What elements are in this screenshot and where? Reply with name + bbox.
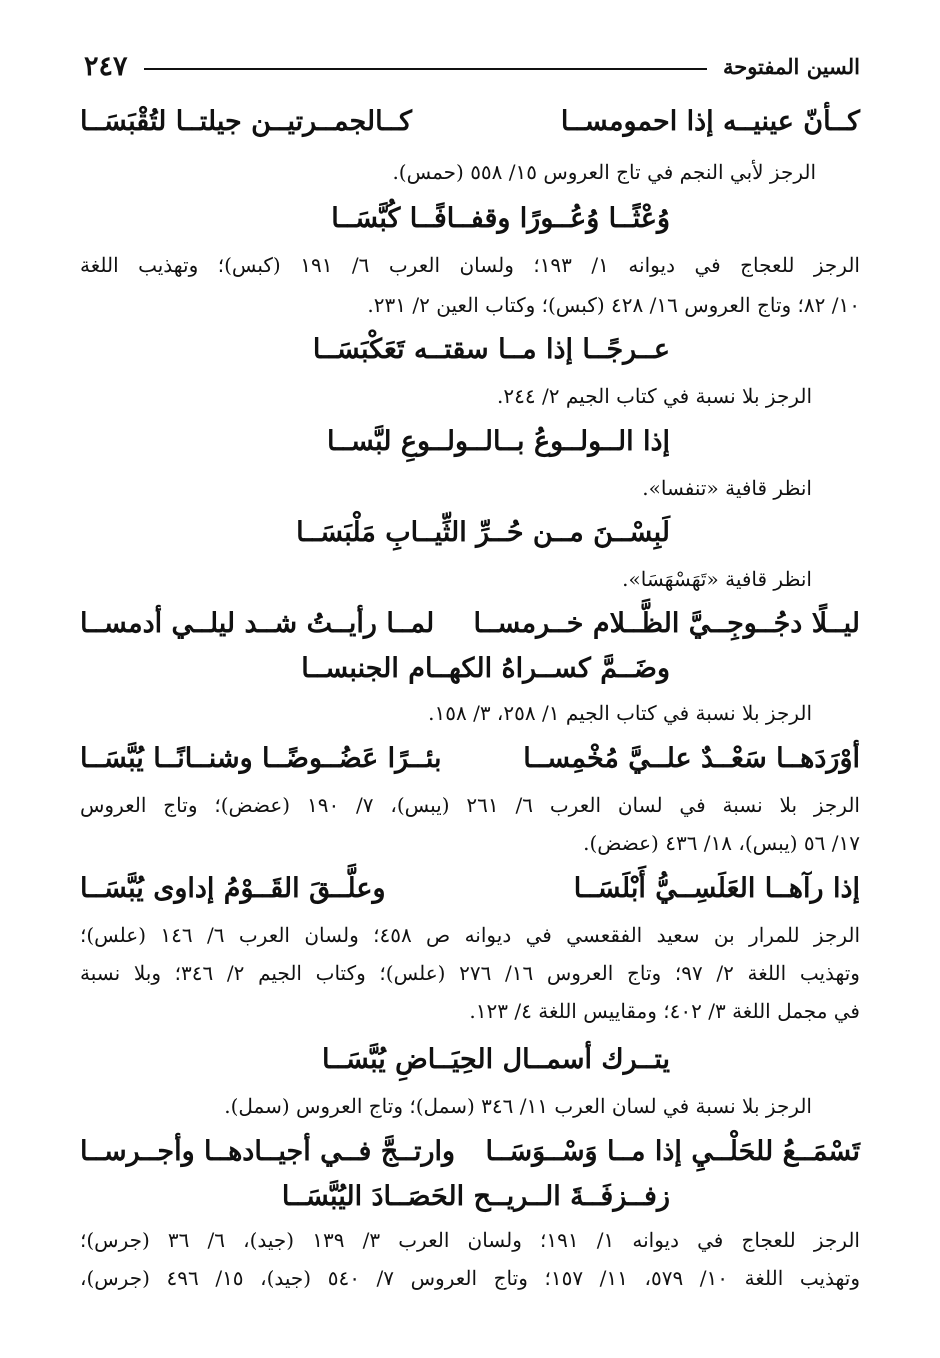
page-header (84, 44, 860, 88)
note-line: الرجز بلا نسبة في لسان العرب ٦/ ٢٦١ (يبس)، ٧/ ١٩٠ (عضض)؛ وتاج العروس (80, 793, 860, 817)
note-line: ١٧/ ٥٦ (يبس)، ١٨/ ٤٣٦ (عضض). (583, 831, 860, 855)
hemistich-left: كــالجمــرتيــن جيلتــا لتُقْبَسَــا (80, 106, 413, 137)
hemistich-right: كــأنّ عينيــه إذا احمومســا (560, 106, 860, 137)
verse-line (80, 745, 860, 772)
note-line: في مجمل اللغة ٣/ ٤٠٢؛ ومقاييس اللغة ٤/ ١٢٣. (469, 999, 860, 1023)
verse-line (80, 875, 860, 902)
verse-line: عــرجًــا إذا مــا سقتــه تَعَكْبَسَــا (312, 334, 670, 365)
verse-line (80, 1138, 860, 1165)
note-line: الرجز بلا نسبة في لسان العرب ١١/ ٣٤٦ (سمل)؛ وتاج العروس (سمل). (224, 1094, 812, 1118)
verse-line: إذا الــولــوعُ بــالــولــوعِ لبَّســا (327, 426, 670, 457)
verse-line: زفــزفَــةَ الــريــح الحَصَــادَ اليُبَّسَــا (281, 1181, 670, 1212)
verse-line (80, 108, 860, 135)
verse-line: وُعْثًــا وُعُــورًا وقفــافًــا كُبَّسَــا (331, 203, 670, 234)
hemistich-right: ليــلًا دجُــوجِــيَّ الظَّــلام خــرمســا (473, 608, 860, 639)
hemistich-right: تَسْمَــعُ للحَلْــيِ إذا مــا وَسْــوَسَــا (485, 1136, 860, 1167)
note-line: الرجز بلا نسبة في كتاب الجيم ١/ ٢٥٨، ٣/ ١٥٨. (428, 701, 812, 725)
note-line: الرجز للمرار بن سعيد الفقعسي في ديوانه ص ٤٥٨؛ ولسان العرب ٦/ ١٤٦ (علس)؛ (80, 923, 861, 947)
hemistich-left: وعلَّــقَ القَــوْمُ إداوى يُبَّسَــا (80, 873, 386, 904)
verse-line: يتــرك أسمــال الحِيَــاضِ يُبَّسَــا (321, 1044, 670, 1075)
note-line: الرجز بلا نسبة في كتاب الجيم ٢/ ٢٤٤. (497, 384, 812, 408)
note-line: انظر قافية «تنفسا». (642, 476, 812, 500)
hemistich-left: لمــا رأيــتُ شــد ليلــي أدمســا (80, 608, 435, 639)
verse-line: وضَــمَّ كســراهُ الكهــام الجنبســا (301, 653, 670, 684)
hemistich-right: إذا رآهــا العَلَسِــيُّ أَبْلَسَــا (573, 873, 860, 904)
note-line: ١٠/ ٨٢؛ وتاج العروس ١٦/ ٤٢٨ (كبس)؛ وكتاب العين ٢/ ٢٣١. (367, 293, 860, 317)
verse-line: لَبِسْــنَ مــن حُــرِّ الثِّيــابِ مَلْبَسَــا (296, 517, 670, 548)
section-title: السين المفتوحة (722, 53, 860, 79)
note-line: الرجز للعجاج في ديوانه ١/ ١٩١؛ ولسان العرب ٣/ ١٣٩ (جيد)، ٦/ ٣٦ (جرس)؛ (80, 1228, 860, 1252)
note-line: انظر قافية «تَهَسْهَسَا». (622, 567, 812, 591)
header-rule (144, 68, 707, 70)
note-line: الرجز للعجاج في ديوانه ١/ ١٩٣؛ ولسان العرب ٦/ ١٩١ (كبس)؛ وتهذيب اللغة (80, 253, 860, 277)
note-line: الرجز لأبي النجم في تاج العروس ١٥/ ٥٥٨ (حمس). (392, 160, 816, 184)
note-line: وتهذيب اللغة ٢/ ٩٧؛ وتاج العروس ١٦/ ٢٧٦ (علس)؛ وكتاب الجيم ٢/ ٣٤٦؛ وبلا نسبة (80, 961, 860, 985)
verse-line (80, 610, 860, 637)
hemistich-right: أوْرَدَهــا سَعْــدٌ علــيَّ مُخْمِســا (523, 743, 860, 774)
hemistich-left: وارتــجَّ فــي أجيــادهــا وأجــرســا (80, 1136, 456, 1167)
hemistich-left: بئــرًا عَضُــوضًــا وشنــانًــا يُبَّسَــا (80, 743, 442, 774)
note-line: وتهذيب اللغة ١٠/ ٥٧٩، ١١/ ١٥٧؛ وتاج العروس ٧/ ٥٤٠ (جيد)، ١٥/ ٤٩٦ (جرس)، (80, 1266, 860, 1290)
page-number: ٢٤٧ (84, 50, 128, 82)
